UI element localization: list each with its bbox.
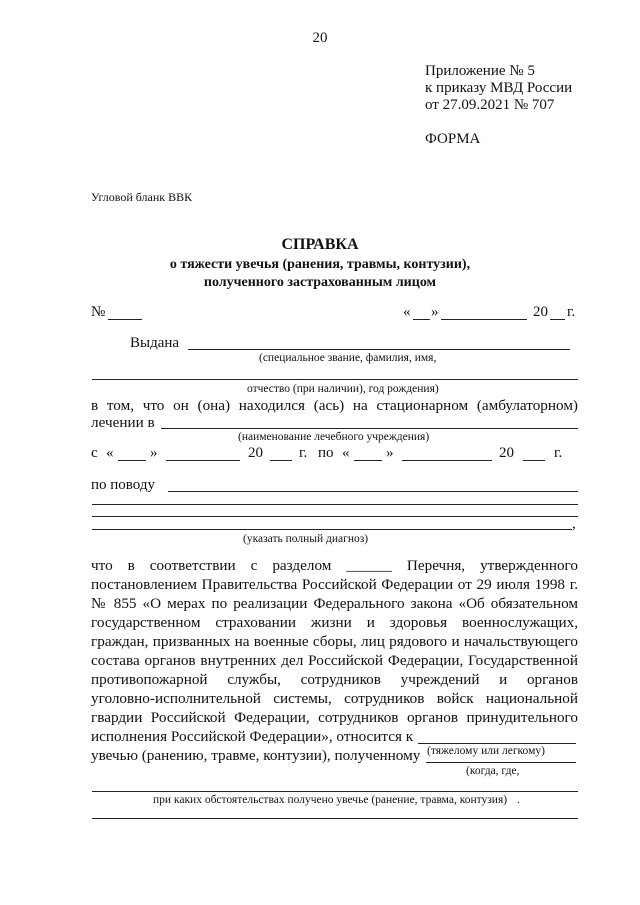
number-field[interactable] (108, 319, 142, 320)
caption-circumstances: при каких обстоятельствах получено увечье (ранение, травма, контузия) (153, 794, 508, 806)
period-from-open-quote: « (106, 445, 114, 461)
subtitle-line-1: о тяжести увечья (ранения, травмы, контузии), (169, 257, 471, 272)
circumstances-field[interactable] (92, 791, 578, 792)
date-month-field[interactable] (441, 319, 527, 320)
period-from-label: с (91, 445, 98, 461)
period-to-century: 20 (499, 445, 514, 461)
period-to-label: по (318, 445, 334, 461)
appendix-block (425, 63, 572, 114)
document-title: СПРАВКА (281, 236, 359, 253)
caption-circumstances-end: . (517, 794, 520, 806)
period-to-year-field[interactable] (523, 460, 545, 461)
when-where-field[interactable] (426, 762, 576, 763)
caption-severity: (тяжелому или легкому) (427, 745, 545, 757)
body-line-1: что в соответствии с разделом ______ Перечня, утвержденного (91, 557, 578, 574)
body-line-7: противопожарной службы, сотрудников учреждений и органов (91, 671, 578, 688)
institution-field[interactable] (161, 428, 578, 429)
period-to-year-label: г. (554, 445, 563, 461)
corner-stamp-label: Угловой бланк ВВК (91, 190, 193, 204)
period-to-close-quote: » (386, 445, 394, 461)
diagnosis-field-1[interactable] (168, 491, 578, 492)
date-day-field[interactable] (413, 319, 430, 320)
diagnosis-field-2[interactable] (92, 504, 578, 505)
body-last-line: исполнения Российской Федерации», относится к (91, 728, 414, 745)
number-label: № (91, 304, 106, 320)
date-century: 20 (533, 304, 548, 320)
diagnosis-comma: , (572, 516, 576, 532)
period-from-month-field[interactable] (166, 460, 240, 461)
stay-text-line-2: лечении в (91, 414, 155, 431)
date-open-quote: « (403, 304, 411, 320)
caption-diagnosis: (указать полный диагноз) (243, 533, 369, 545)
form-label: ФОРМА (425, 131, 481, 147)
body-line-5: граждан, призванных на военные сборы, лиц рядового и начальствующего (91, 633, 578, 650)
body-line-6: состава органов внутренних дел Российской Федерации, Государственной (91, 652, 578, 669)
appendix-line-3: от 27.09.2021 № 707 (425, 97, 555, 113)
reason-label: по поводу (91, 477, 155, 493)
body-line-2: постановлением Правительства Российской Федерации от 29 июля 1998 г. (91, 576, 578, 593)
period-to-open-quote: « (342, 445, 350, 461)
stay-text-line-1: в том, что он (она) находился (ась) на стационарном (амбулаторном) (91, 397, 578, 414)
body-line-8: уголовно-исполнительной системы, сотрудников войск национальной (91, 690, 578, 707)
patronymic-field[interactable] (92, 379, 578, 380)
diagnosis-field-4[interactable] (92, 529, 572, 530)
caption-patronymic: отчество (при наличии), год рождения) (247, 383, 439, 395)
caption-institution: (наименование лечебного учреждения) (238, 431, 430, 443)
period-to-month-field[interactable] (402, 460, 492, 461)
body-line-4: государственном страховании жизни и здоровья военнослужащих, (91, 614, 578, 631)
period-from-year-label: г. (299, 445, 308, 461)
date-close-quote: » (431, 304, 439, 320)
period-from-close-quote: » (150, 445, 158, 461)
caption-rank-name: (специальное звание, фамилия, имя, (259, 352, 437, 364)
period-from-year-field[interactable] (270, 460, 292, 461)
caption-when-where: (когда, где, (466, 765, 520, 777)
issued-label: Выдана (130, 335, 180, 351)
severity-field[interactable] (418, 743, 576, 744)
body-line-3: № 855 «О мерах по реализации Федерального закона «Об обязательном (91, 595, 578, 612)
body-line-9: гвардии Российской Федерации, сотрудников органов принудительного (91, 709, 578, 726)
document-subtitle (0, 256, 640, 292)
date-year-field[interactable] (550, 319, 565, 320)
period-to-day-field[interactable] (354, 460, 382, 461)
date-year-suffix: г. (567, 304, 576, 320)
appendix-line-1: Приложение № 5 (425, 63, 535, 79)
period-from-day-field[interactable] (118, 460, 146, 461)
subtitle-line-2: полученного застрахованным лицом (203, 275, 437, 290)
issued-to-field[interactable] (188, 349, 570, 350)
appendix-line-2: к приказу МВД России (425, 80, 573, 96)
period-from-century: 20 (248, 445, 263, 461)
injury-line: увечью (ранению, травме, контузии), полученному (91, 747, 421, 764)
circumstances-field-2[interactable] (92, 818, 578, 819)
diagnosis-field-3[interactable] (92, 516, 578, 517)
page-number: 20 (312, 30, 328, 46)
